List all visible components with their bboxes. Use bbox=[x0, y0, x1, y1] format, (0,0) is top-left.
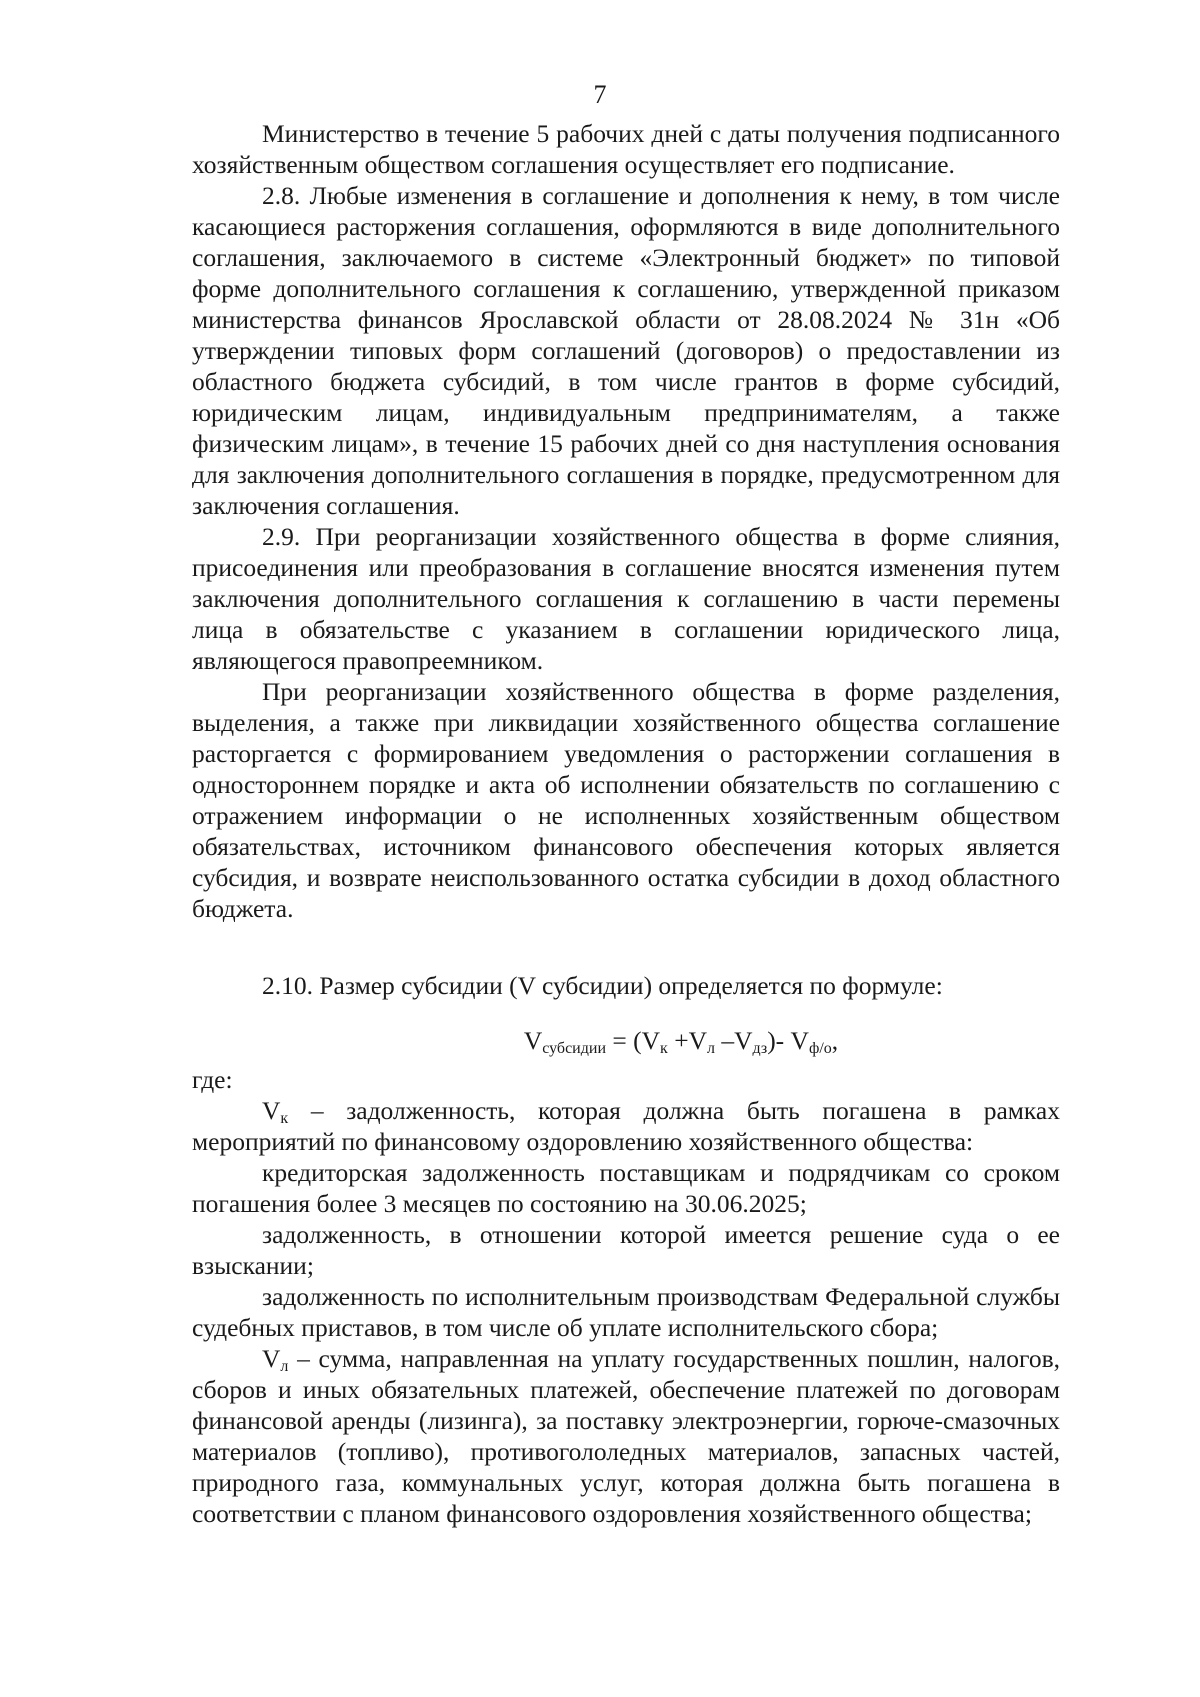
paragraph-ministry-signing: Министерство в течение 5 рабочих дней с даты получения подписанного хозяйственным обществом соглашения осуществляет его подписание. bbox=[192, 119, 1060, 179]
document-body bbox=[192, 118, 1060, 1529]
vl-symbol: V bbox=[262, 1344, 281, 1373]
formula-sub-subsidy: субсидии bbox=[542, 1040, 606, 1057]
formula-v: V bbox=[523, 1026, 543, 1055]
page-number: 7 bbox=[593, 80, 607, 109]
subsidy-formula bbox=[192, 1025, 1060, 1056]
formula-sub-fo: ф/о bbox=[808, 1040, 832, 1057]
formula-sub-l: л bbox=[707, 1040, 715, 1057]
paragraph-2-8: 2.8. Любые изменения в соглашение и дополнения к нему, в том числе касающиеся расторжения соглашения, оформляются в виде дополнительного соглашения, заключаемого в системе «Электронный бюджет» по типовой форме дополнительного соглашения к соглашению, утвержденной приказом министерства финансов Ярославской области от 28.08.2024 № 31н «Об утверждении типовых форм соглашений (договоров) о предоставлении из областного бюджета субсидий, в том числе грантов в форме субсидий, юридическим лицам, индивидуальным предпринимателям, а также физическим лицам», в течение 15 рабочих дней со дня наступления основания для заключения дополнительного соглашения в порядке, предусмотренном для заключения соглашения. bbox=[192, 181, 1060, 520]
paragraph-2-9: 2.9. При реорганизации хозяйственного общества в форме слияния, присоединения или преобразования в соглашение вносятся изменения путем заключения дополнительного соглашения к соглашению в части перемены лица в обязательстве с указанием в соглашении юридического лица, являющегося правопреемником. bbox=[192, 522, 1060, 675]
formula-minus-v: –V bbox=[714, 1026, 753, 1055]
vk-sub: к bbox=[280, 1110, 289, 1127]
formula-sub-k: к bbox=[660, 1040, 668, 1057]
formula-eq-open: = (V bbox=[606, 1026, 661, 1055]
paragraph-reorganization: При реорганизации хозяйственного общества в форме разделения, выделения, а также при ликвидации хозяйственного общества соглашение расторгается с формированием уведомления о расторжении соглашения в одностороннем порядке и акта об исполнении обязательств по соглашению с отражением информации о не исполненных хозяйственным обществом обязательствах, источником финансового обеспечения которых является субсидия, и возврате неиспользованного остатка субсидии в доход областного бюджета. bbox=[192, 677, 1060, 923]
formula-tail: , bbox=[831, 1026, 839, 1055]
formula-close-minus-v: )- V bbox=[767, 1026, 809, 1055]
vl-sub: л bbox=[280, 1358, 289, 1375]
formula-plus-v: +V bbox=[667, 1026, 707, 1055]
definition-item-court-debt: задолженность, в отношении которой имеется решение суда о ее взыскании; bbox=[192, 1220, 1060, 1280]
definition-item-creditor-debt: кредиторская задолженность поставщикам и подрядчикам со сроком погашения более 3 месяцев по состоянию на 30.06.2025; bbox=[192, 1158, 1060, 1218]
definition-item-enforcement-debt: задолженность по исполнительным производствам Федеральной службы судебных приставов, в том числе об уплате исполнительского сбора; bbox=[192, 1282, 1060, 1342]
paragraph-2-10: 2.10. Размер субсидии (V субсидии) определяется по формуле: bbox=[262, 971, 943, 1000]
vk-text: – задолженность, которая должна быть погашена в рамках мероприятий по финансовому оздоровлению хозяйственного общества: bbox=[192, 1096, 1060, 1156]
definition-vl bbox=[192, 1343, 1060, 1529]
where-label: где: bbox=[192, 1065, 233, 1094]
vk-symbol: V bbox=[262, 1096, 281, 1125]
vl-text: – сумма, направленная на уплату государственных пошлин, налогов, сборов и иных обязательных платежей, обеспечение платежей по договорам финансовой аренды (лизинга), за поставку электроэнергии, горюче-смазочных материалов (топливо), противогололедных материалов, запасных частей, природного газа, коммунальных услуг, которая должна быть погашена в соответствии с планом финансового оздоровления хозяйственного общества; bbox=[192, 1344, 1060, 1528]
definition-vk bbox=[192, 1095, 1060, 1157]
formula-sub-dz: дз bbox=[752, 1040, 768, 1057]
